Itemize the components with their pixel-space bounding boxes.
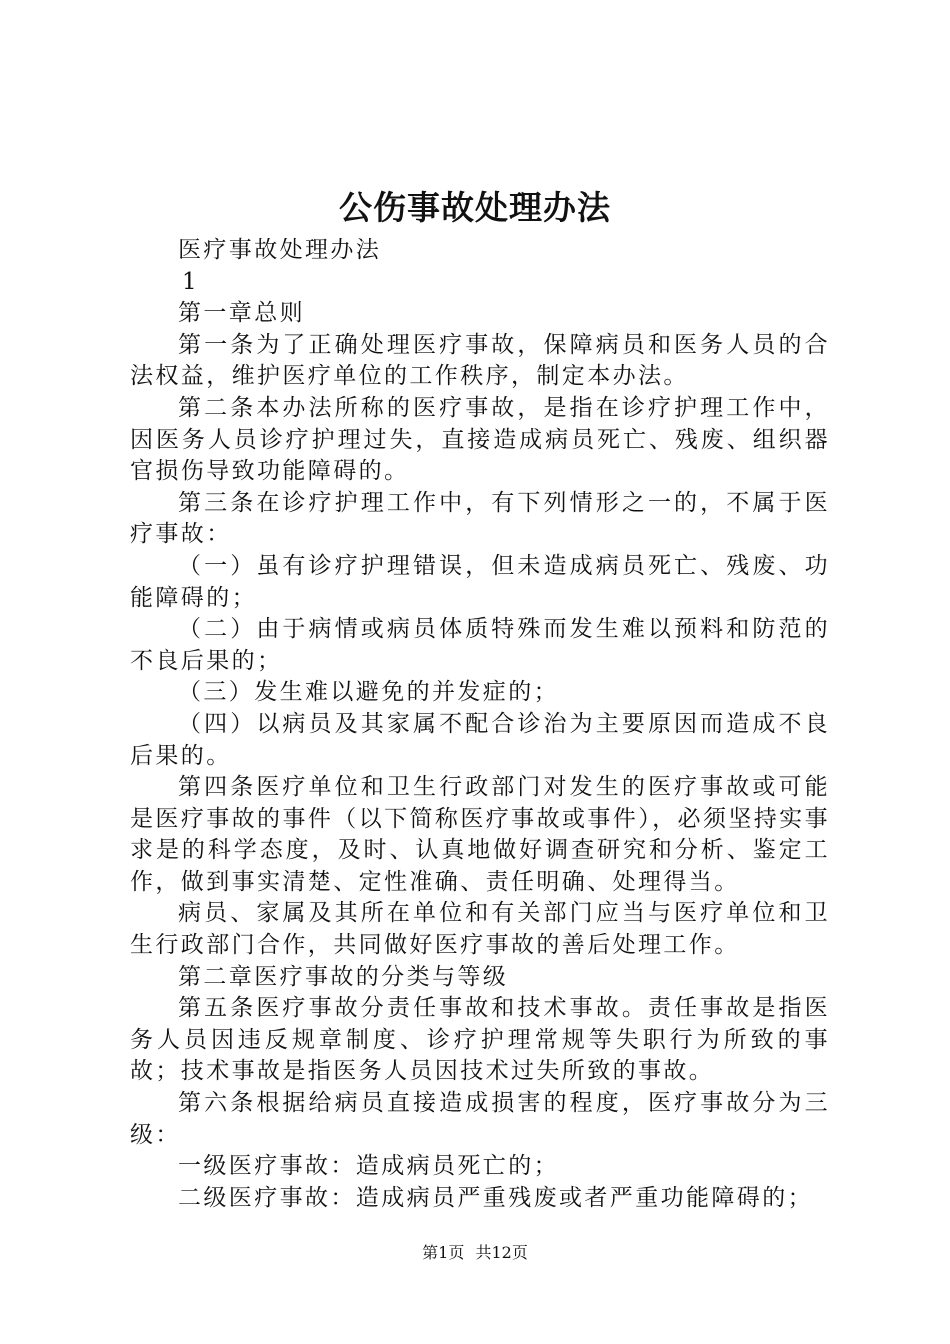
article-paragraph: 第三条在诊疗护理工作中，有下列情形之一的，不属于医疗事故： <box>130 489 830 548</box>
chapter-heading: 第二章医疗事故的分类与等级 <box>178 963 509 990</box>
section-number: 1 <box>182 268 200 295</box>
document-body <box>130 235 830 1214</box>
list-item-paragraph: （二）由于病情或病员体质特殊而发生难以预料和防范的不良后果的； <box>130 616 830 674</box>
page-number: 第1页 <box>422 1243 465 1262</box>
article-paragraph: 病员、家属及其所在单位和有关部门应当与医疗单位和卫生行政部门合作，共同做好医疗事故的善后处理工作。 <box>130 900 830 959</box>
grade-paragraph: 二级医疗事故：造成病员严重残废或者严重功能障碍的； <box>178 1184 813 1211</box>
chapter-heading: 第一章总则 <box>178 300 305 327</box>
article-paragraph: 第四条医疗单位和卫生行政部门对发生的医疗事故或可能是医疗事故的事件（以下简称医疗事故或事件），必须坚持实事求是的科学态度，及时、认真地做好调查研究和分析、鉴定工作，做到事实清楚、定性准确、责任明确、处理得当。 <box>130 774 830 895</box>
article-paragraph: 第一条为了正确处理医疗事故，保障病员和医务人员的合法权益，维护医疗单位的工作秩序，制定本办法。 <box>130 331 830 390</box>
list-item-paragraph: （四）以病员及其家属不配合诊治为主要原因而造成不良后果的。 <box>130 710 830 769</box>
subtitle-paragraph: 医疗事故处理办法 <box>178 237 382 263</box>
list-item-paragraph: （一）虽有诊疗护理错误，但未造成病员死亡、残废、功能障碍的； <box>130 552 830 611</box>
article-paragraph: 第五条医疗事故分责任事故和技术事故。责任事故是指医务人员因违反规章制度、诊疗护理常规等失职行为所致的事故；技术事故是指医务人员因技术过失所致的事故。 <box>130 995 830 1085</box>
article-paragraph: 第二条本办法所称的医疗事故，是指在诊疗护理工作中，因医务人员诊疗护理过失，直接造成病员死亡、残废、组织器官损伤导致功能障碍的。 <box>130 394 830 485</box>
grade-paragraph: 一级医疗事故：造成病员死亡的； <box>178 1153 559 1180</box>
article-paragraph: 第六条根据给病员直接造成损害的程度，医疗事故分为三级： <box>130 1090 830 1148</box>
list-item-paragraph: （三）发生难以避免的并发症的； <box>178 679 559 706</box>
page-total: 共12页 <box>475 1243 528 1262</box>
document-title: 公伤事故处理办法 <box>339 188 611 227</box>
page-footer <box>0 1241 950 1265</box>
